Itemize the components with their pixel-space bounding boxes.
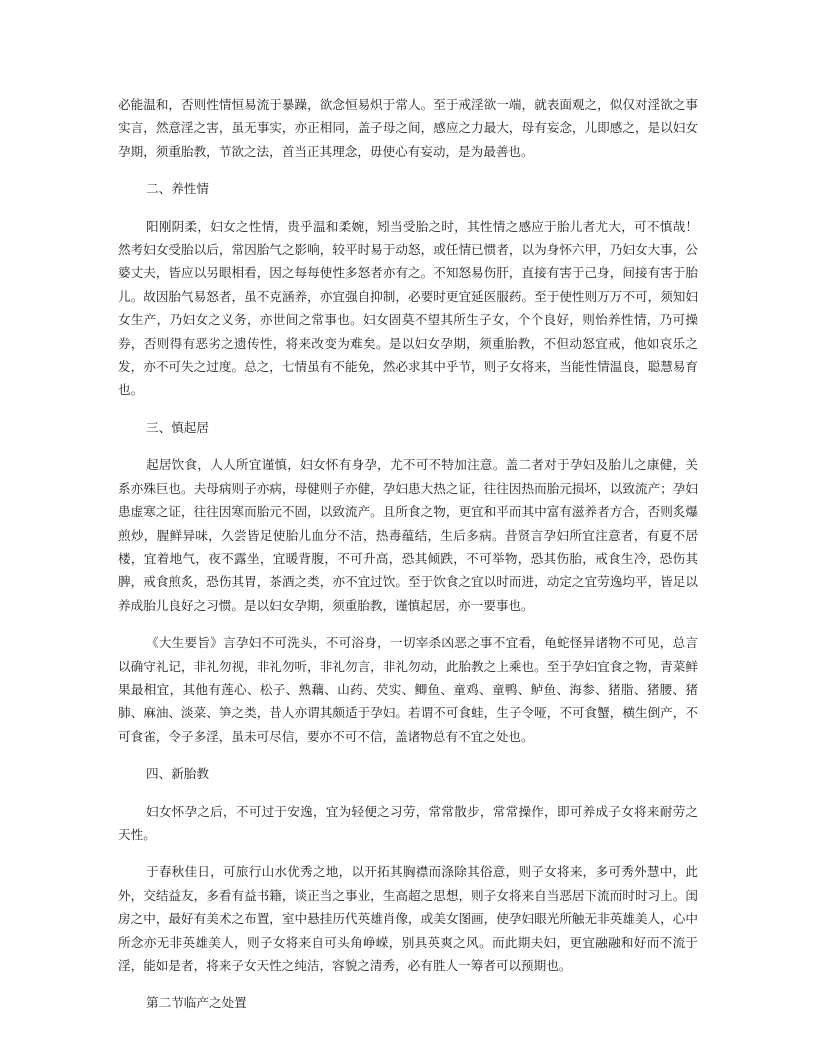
paragraph-intro: 必能温和，否则性情恒易流于暴躁，欲念恒易炽于常人。至于戒淫欲一端，就表面观之，似仅对淫欲之事实言，然意淫之害，虽无事实，亦正相同，盖子母之间，感应之力最大，母有妄念，儿即感之，是以妇女孕期，须重胎教，节欲之法，首当正其理念，毋使心有妄动，是为最善也。 (118, 97, 698, 159)
document-page (118, 93, 698, 1015)
paragraph-exercise: 妇女怀孕之后，不可过于安逸，宜为轻便之习劳，常常散步，常常操作，即可养成子女将来耐劳之天性。 (118, 803, 698, 842)
section-heading-childbirth-handling: 第二节临产之处置 (146, 995, 247, 1011)
paragraph-dasheng-yaozhi: 《大生要旨》言孕妇不可洗头，不可浴身，一切宰杀凶恶之事不宜看，龟蛇怪异诸物不可见，总言以确守礼记，非礼勿视，非礼勿听，非礼勿言，非礼勿动，此胎教之上乘也。至于孕妇宜食之物，青菜鲜果最相宜，其他有莲心、松子、熟藕、山药、芡实、鲫鱼、童鸡、童鸭、鲈鱼、海参、猪脂、猪腰、猪肺、麻油、淡菜、笋之类，昔人亦谓其颇适于孕妇。若谓不可食蛙，生子令哑，不可食蟹，横生倒产，不可食雀，令子多淫，虽未可尽信，要亦不可不信，盖诸物总有不宜之处也。 (118, 635, 698, 744)
paragraph-temperament: 阳刚阴柔，妇女之性情，贵乎温和柔婉，矧当受胎之时，其性情之感应于胎儿者尤大，可不慎哉！然考妇女受胎以后，常因胎气之影响，较平时易于动怒，或任情已惯者，以为身怀六甲，乃妇女大事，公婆丈夫，皆应以另眼相看，因之每每使性多怒者亦有之。不知怒易伤肝，直接有害于己身，间接有害于胎儿。故因胎气易怒者，虽不克涵养，亦宜强自抑制，必要时更宜延医服药。至于使性则万万不可，须知妇女生产，乃妇女之义务，亦世间之常事也。妇女固莫不望其所生子女，个个良好，则怡养性情，乃可操券，否则得有恶劣之遗传性，将来改变为难矣。是以妇女孕期，须重胎教，不但动怒宜戒，他如哀乐之发，亦不可失之过度。总之，七情虽有不能免，然必求其中乎节，则子女将来，当能性情温良，聪慧易育也。 (118, 218, 698, 398)
section-heading-daily-living: 三、慎起居 (146, 419, 209, 435)
paragraph-environment: 于春秋佳日，可旅行山水优秀之地，以开拓其胸襟而涤除其俗意，则子女将来，多可秀外慧中，此外，交结益友，多看有益书籍，谈正当之事业，生高超之思想，则子女将来自当恶居下流而时时习上。闺房之中，最好有美术之布置，室中悬挂历代英雄肖像，或美女图画，使孕妇眼光所触无非英雄美人，心中所念亦无非英雄美人，则子女将来自可头角峥嵘，别具英爽之风。而此期夫妇，更宜融融和好而不流于淫，能如是者，将来子女天性之纯洁，容貌之清秀，必有胜人一筹者可以预期也。 (118, 864, 698, 973)
paragraph-daily-living: 起居饮食，人人所宜谨慎，妇女怀有身孕，尤不可不特加注意。盖二者对于孕妇及胎儿之康健，关系亦殊巨也。夫母病则子亦病，母健则子亦健，孕妇患大热之证，往往因热而胎元损坏，以致流产；孕妇患虚寒之证，往往因寒而胎元不固，以致流产。且所食之物，更宜和平而其中富有滋养者方合，否则炙爆煎炒，腥鲜异味，久尝皆足使胎儿血分不洁，热毒蕴结，生后多病。昔贤言孕妇所宜注意者，有夏不居楼，宜着地气，夜不露坐，宜暖背腹，不可升高，恐其倾跌，不可举物，恐其伤胎，戒食生冷，恐伤其脾，戒食煎炙，恐伤其胃，茶酒之类，亦不宜过饮。至于饮食之宜以时而进，动定之宜劳逸均平，皆足以养成胎儿良好之习惯。是以妇女孕期，须重胎教，谨慎起居，亦一要事也。 (118, 457, 698, 613)
section-heading-new-prenatal-education: 四、新胎教 (146, 766, 209, 782)
section-heading-nurture-temperament: 二、养性情 (146, 181, 209, 197)
